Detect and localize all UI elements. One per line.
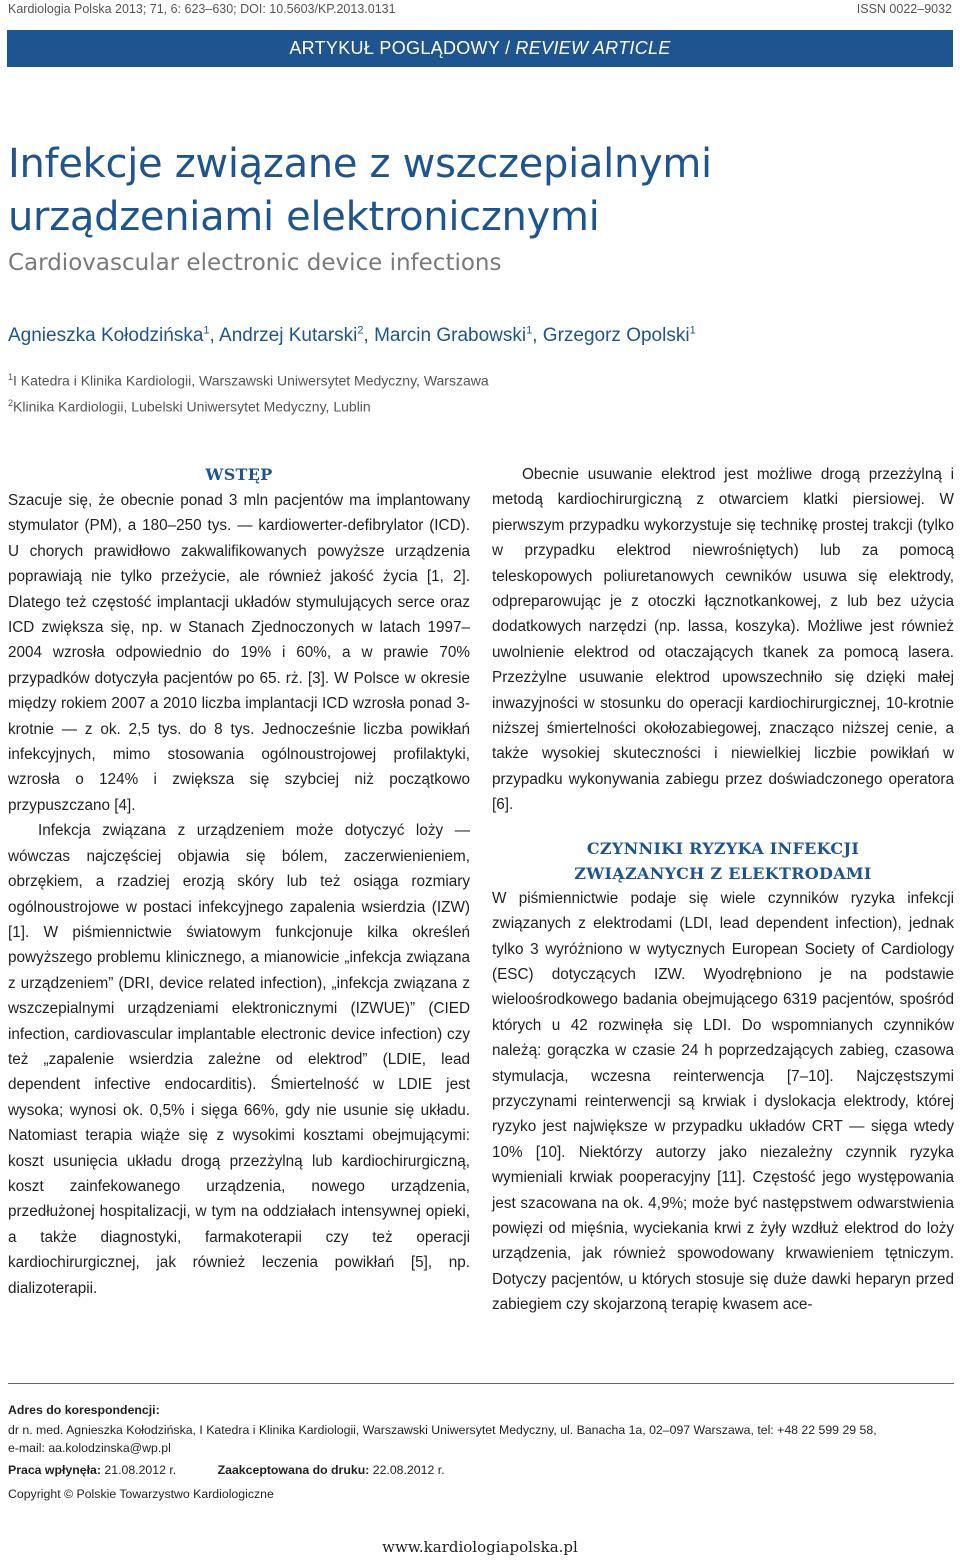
section-heading-wstep: WSTĘP xyxy=(205,465,273,484)
affiliation: $^1$I Katedra i Klinika Kardiologii, Warszawski Uniwersytet Medyczny, Warszawa xyxy=(8,372,489,389)
author-list xyxy=(8,325,948,347)
correspondence-label: Adres do korespondencji: xyxy=(8,1403,160,1417)
author: Agnieszka Kołodzińska$^1$, xyxy=(8,325,220,347)
author: Grzegorz Opolski$^1$ xyxy=(542,325,696,347)
body-column-right xyxy=(492,462,954,1318)
issn: ISSN 0022–9032 xyxy=(856,2,952,16)
article-type-en: REVIEW ARTICLE xyxy=(515,38,671,58)
submission-dates: Praca wpłynęła: 21.08.2012 r. Zaakceptowana do druku: 22.08.2012 r. xyxy=(8,1463,445,1477)
heading-line: CZYNNIKI RYZYKA INFEKCJI xyxy=(586,838,860,858)
correspondence-email: e-mail: aa.kolodzinska@wp.pl xyxy=(8,1441,171,1455)
paragraph: Szacuje się, że obecnie ponad 3 mln pacjentów ma implantowany stymulator (PM), a 180–250 tys. — kardiowerter-defibrylator (ICD). U chorych prawidłowo zakwalifikowanych powyższe urządzenia poprawiają nie tylko przeżycie, ale również jakość życia [1, 2]. Dlatego też częstość implantacji układów stymulujących serce oraz ICD zwiększa się, np. w Stanach Zjednoczonych w latach 1997–2004 wzrosła odpowiednio do 19% i 60%, a w prawie 70% przypadków dotyczyła pacjentów po 65. rż. [3]. W Polsce w okresie między rokiem 2007 a 2010 liczba implantacji ICD wzrosła ponad 3-krotnie — z ok. 2,5 tys. do 8 tys. Jednocześnie liczba powikłań infekcyjnych, mimo stosowania ogólnoustrojowej profilaktyki, wzrosła o 124% i zwiększa się szybciej niż początkowo przypuszczano [4]. xyxy=(8,492,470,814)
paragraph: W piśmiennictwie podaje się wiele czynników ryzyka infekcji związanych z elektrodami (LDI, lead dependent infection), jednak tylko 3 wyróżniono w wytycznych European Society of Cardiology (ESC) dotyczących IZW. Wyodrębniono je na podstawie wieloośrodkowego badania obejmującego 6319 pacjentów, spośród których u 42 rozwinęła się LDI. Do wspomnianych czynników należą: gorączka w czasie 24 h poprzedzających zabieg, czasowa stymulacja, wczesna reinterwencja [7–10]. Najczęstszymi przyczynami reinterwencji są krwiak i dyslokacja elektrody, której ryzyko jest największe w przypadku układów CRT — sięga wtedy 10% [10]. Niektórzy autorzy jako niezależny czynnik ryzyka wymieniali krwiak pooperacyjny [11]. Częstość jego występowania jest szacowana na ok. 4,9%; może być następstwem odwarstwienia powięzi od mięśnia, wyciekania krwi z żyły wzdłuż elektrod do loży urządzenia, jak również spowodowany krwawieniem tętniczym. Dotyczy pacjentów, u których stosuje się duże dawki heparyn przed zabiegiem czy skojarzoną terapię kwasem ace- xyxy=(492,889,954,1314)
body-column-left xyxy=(8,462,470,1301)
paragraph: Obecnie usuwanie elektrod jest możliwe drogą przezżylną i metodą kardiochirurgiczną z otwarciem klatki piersiowej. W pierwszym przypadku wykorzystuje się technikę prostej trakcji (tylko w przypadku elektrod niewrośniętych) lub za pomocą teleskopowych poliuretanowych cewników usuwa się elektrody, odpreparowując je z otoczki łącznotkankowej, z lub bez użycia dodatkowych narzędzi (np. lassa, koszyka). Możliwe jest również uwolnienie elektrod od otaczających tkanek za pomocą lasera. Przezżylne usuwanie elektrod upowszechniło się dzięki małej inwazyjności w stosunku do operacji kardiochirurgicznej, 10-krotnie niższej śmiertelności okołozabiegowej, znacząco niższej cenie, a także wysokiej skuteczności i niewielkiej liczbie powikłań w przypadku wykonywania zabiegu przez doświadczonego operatora [6]. xyxy=(492,466,954,814)
copyright: Copyright © Polskie Towarzystwo Kardiologiczne xyxy=(8,1487,274,1501)
running-header xyxy=(8,0,952,18)
section-heading-risk-factors xyxy=(492,836,954,886)
paragraph: Infekcja związana z urządzeniem może dotyczyć loży — wówczas najczęściej objawia się bólem, zaczerwienieniem, obrzękiem, a rzadziej erozją skóry lub też osiąga rozmiary ogólnoustrojowe w postaci infekcyjnego zapalenia wsierdzia (IZW) [1]. W piśmiennictwie światowym funkcjonuje kilka określeń powyższego problemu klinicznego, a mianowicie „infekcja związana z urządzeniem” (DRI, device related infection), „infekcja związana z wszczepialnymi urządzeniami elektronicznymi (IZWUE)” (CIED infection, cardiovascular implantable electronic device infection) czy też „zapalenie wsierdzia zależne od elektrod” (LDIE, lead dependent infective endocarditis). Śmiertelność w LDIE jest wysoka; wynosi ok. 0,5% i sięga 66%, gdy nie usunie się układu. Natomiast terapia wiąże się z wysokimi kosztami obejmującymi: koszt usunięcia układu drogą przezżylną lub kardiochirurgiczną, koszt zainfekowanego urządzenia, nowego urządzenia, przedłużonej hospitalizacji, w tym na oddziałach intensywnej opieki, a także diagnostyki, farmakoterapii czy też operacji kardiochirurgicznej, jak również leczenia powikłań [5], np. dializoterapii. xyxy=(8,822,470,1297)
footer-divider xyxy=(8,1383,954,1384)
article-title: Infekcje związane z wszczepialnymi urządzeniami elektronicznymi xyxy=(8,141,712,240)
correspondence-address: dr n. med. Agnieszka Kołodzińska, I Katedra i Klinika Kardiologii, Warszawski Uniwersytet Medyczny, ul. Banacha 1a, 02–097 Warszawa, tel: +48 22 599 29 58, e-mail: aa.kolodzinska@wp.pl xyxy=(8,1423,877,1455)
website-url: www.kardiologiapolska.pl xyxy=(382,1538,578,1556)
article-subtitle: Cardiovascular electronic device infections xyxy=(8,250,502,276)
article-type-pl: ARTYKUŁ POGLĄDOWY / xyxy=(289,38,511,58)
affiliation: $^2$Klinika Kardiologii, Lubelski Uniwersytet Medyczny, Lublin xyxy=(8,398,371,415)
heading-line: ZWIĄZANYCH Z ELEKTRODAMI xyxy=(574,863,872,883)
author: Andrzej Kutarski$^2$, xyxy=(219,325,375,347)
citation: Kardiologia Polska 2013; 71, 6: 623–630; DOI: 10.5603/KP.2013.0131 xyxy=(8,2,396,16)
article-type-banner xyxy=(7,30,953,67)
author: Marcin Grabowski$^1$, xyxy=(374,325,543,347)
